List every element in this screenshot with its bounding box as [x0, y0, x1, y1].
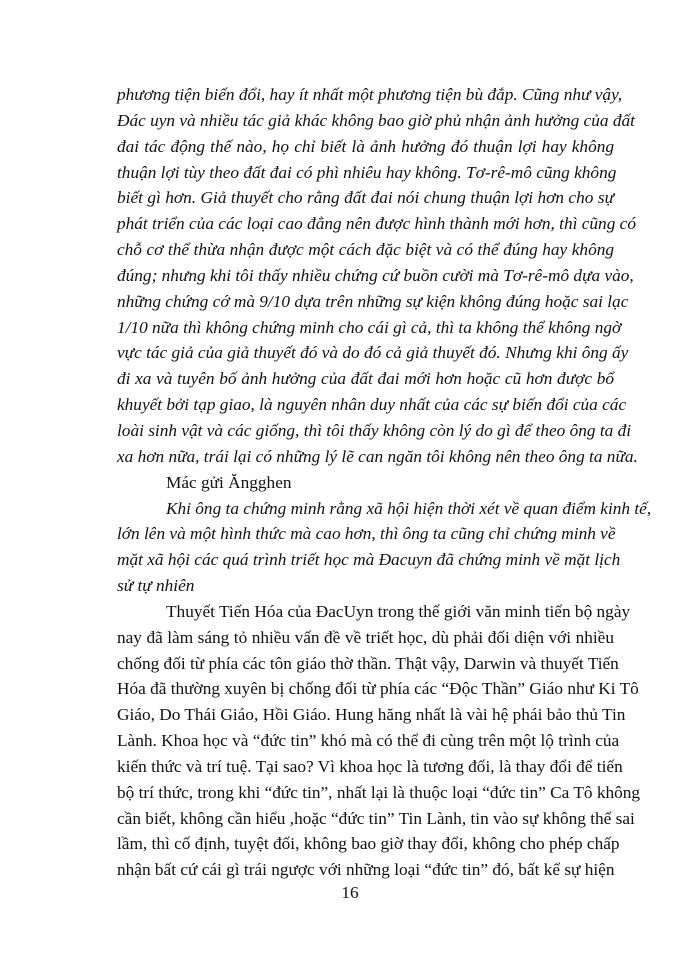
text-line: biết gì hơn. Giả thuyết cho rằng đất đai nói chung thuận lợi hơn cho sự — [117, 188, 614, 208]
text-line: Lành. Khoa học và “đức tin” khó mà có thể đi cùng trên một lộ trình của — [117, 731, 620, 751]
text-line: Hóa đã thường xuyên bị chống đối từ phía các “Độc Thần” Giáo như Ki Tô — [117, 679, 639, 699]
text-line: khuyết bởi tạp giao, là nguyên nhân duy nhất của các sự biến đổi của các — [117, 395, 627, 415]
text-line: Thuyết Tiến Hóa của ĐacUyn trong thế giới văn minh tiến bộ ngày — [166, 601, 631, 621]
text-line: những chứng cớ mà 9/10 dựa trên những sự kiện không đúng hoặc sai lạc — [117, 291, 629, 311]
text-line: chống đối từ phía các tôn giáo thờ thần. Thật vậy, Darwin và thuyết Tiến — [117, 653, 619, 673]
text-line: thuận lợi tùy theo đất đai có phì nhiêu hay không. Tơ-rê-mô cũng không — [117, 162, 617, 182]
text-line: đúng; nhưng khi tôi thấy nhiều chứng cứ buồn cười mà Tơ-rê-mô dựa vào, — [117, 265, 634, 285]
text-line: 1/10 nữa thì không chứng minh cho cái gì cả, thì ta không thể không ngờ — [117, 317, 622, 337]
text-line: loài sinh vật và các giống, thì tôi thấy không còn lý do gì để theo ông ta đi — [117, 420, 632, 440]
text-line: vực tác giả của giả thuyết đó và do đó cả giả thuyết đó. Nhưng khi ông ấy — [117, 343, 629, 363]
text-line: sử tự nhiên — [117, 576, 195, 596]
paragraph-heading-marx-engels — [117, 470, 614, 496]
paragraph-evolution-theory — [117, 599, 641, 883]
text-line: phát triển của các loại cao đẳng nên được hình thành mới hơn, thì cũng có — [117, 214, 636, 234]
text-line: đi xa và tuyên bố ảnh hưởng của đất đai mới hơn hoặc cũ hơn được bổ — [117, 369, 614, 389]
text-line: nhận bất cứ cái gì trái ngược với những loại “đức tin” đó, bất kể sự hiện — [117, 860, 615, 880]
text-line: cần biết, không cần hiểu ,hoặc “đức tin” Tin Lành, tin vào sự không thể sai — [117, 808, 635, 828]
text-line: đai tác động thế nào, họ chỉ biết là ảnh hưởng đó thuận lợi hay không — [117, 136, 614, 156]
section-attribution: Mác gửi Ăngghen — [166, 472, 292, 492]
paragraph-quote-marx — [117, 496, 652, 599]
text-line: bộ trí thức, trong khi “đức tin”, nhất lại là thuộc loại “đức tin” Ca Tô không — [117, 782, 641, 802]
text-line: mặt xã hội các quá trình triết học mà Đacuyn đã chứng minh về mặt lịch — [117, 550, 621, 570]
text-line: lầm, thì cố định, tuyệt đối, không bao giờ thay đổi, không cho phép chấp — [117, 834, 620, 854]
text-line: Giáo, Do Thái Giáo, Hồi Giáo. Hung hăng nhất là vài hệ phái bảo thủ Tin — [117, 705, 626, 725]
text-line: xa hơn nữa, trái lại có những lý lẽ can ngăn tôi không nên theo ông ta nữa. — [117, 446, 638, 466]
page-number: 16 — [341, 883, 359, 902]
text-line: kiến thức và trí tuệ. Tại sao? Vì khoa học là tương đối, là thay đổi để tiến — [117, 756, 623, 776]
text-line: lớn lên và một hình thức mà cao hơn, thì ông ta cũng chỉ chứng minh về — [117, 524, 616, 544]
text-line: Đác uyn và nhiều tác giả khác không bao giờ phủ nhận ảnh hưởng của đất — [117, 110, 635, 130]
text-line: nay đã làm sáng tỏ nhiều vấn đề về triết học, dù phải đối diện với nhiều — [117, 627, 614, 647]
paragraph-quote-darwin — [117, 82, 638, 470]
text-line: phương tiện biến đổi, hay ít nhất một phương tiện bù đắp. Cũng như vậy, — [117, 85, 623, 104]
document-page — [117, 82, 652, 883]
text-line: chỗ cơ thể thừa nhận được một cách đặc biệt và có thể đúng hay không — [117, 240, 614, 260]
text-line: Khi ông ta chứng minh rằng xã hội hiện thời xét về quan điểm kinh tế, — [166, 498, 652, 518]
